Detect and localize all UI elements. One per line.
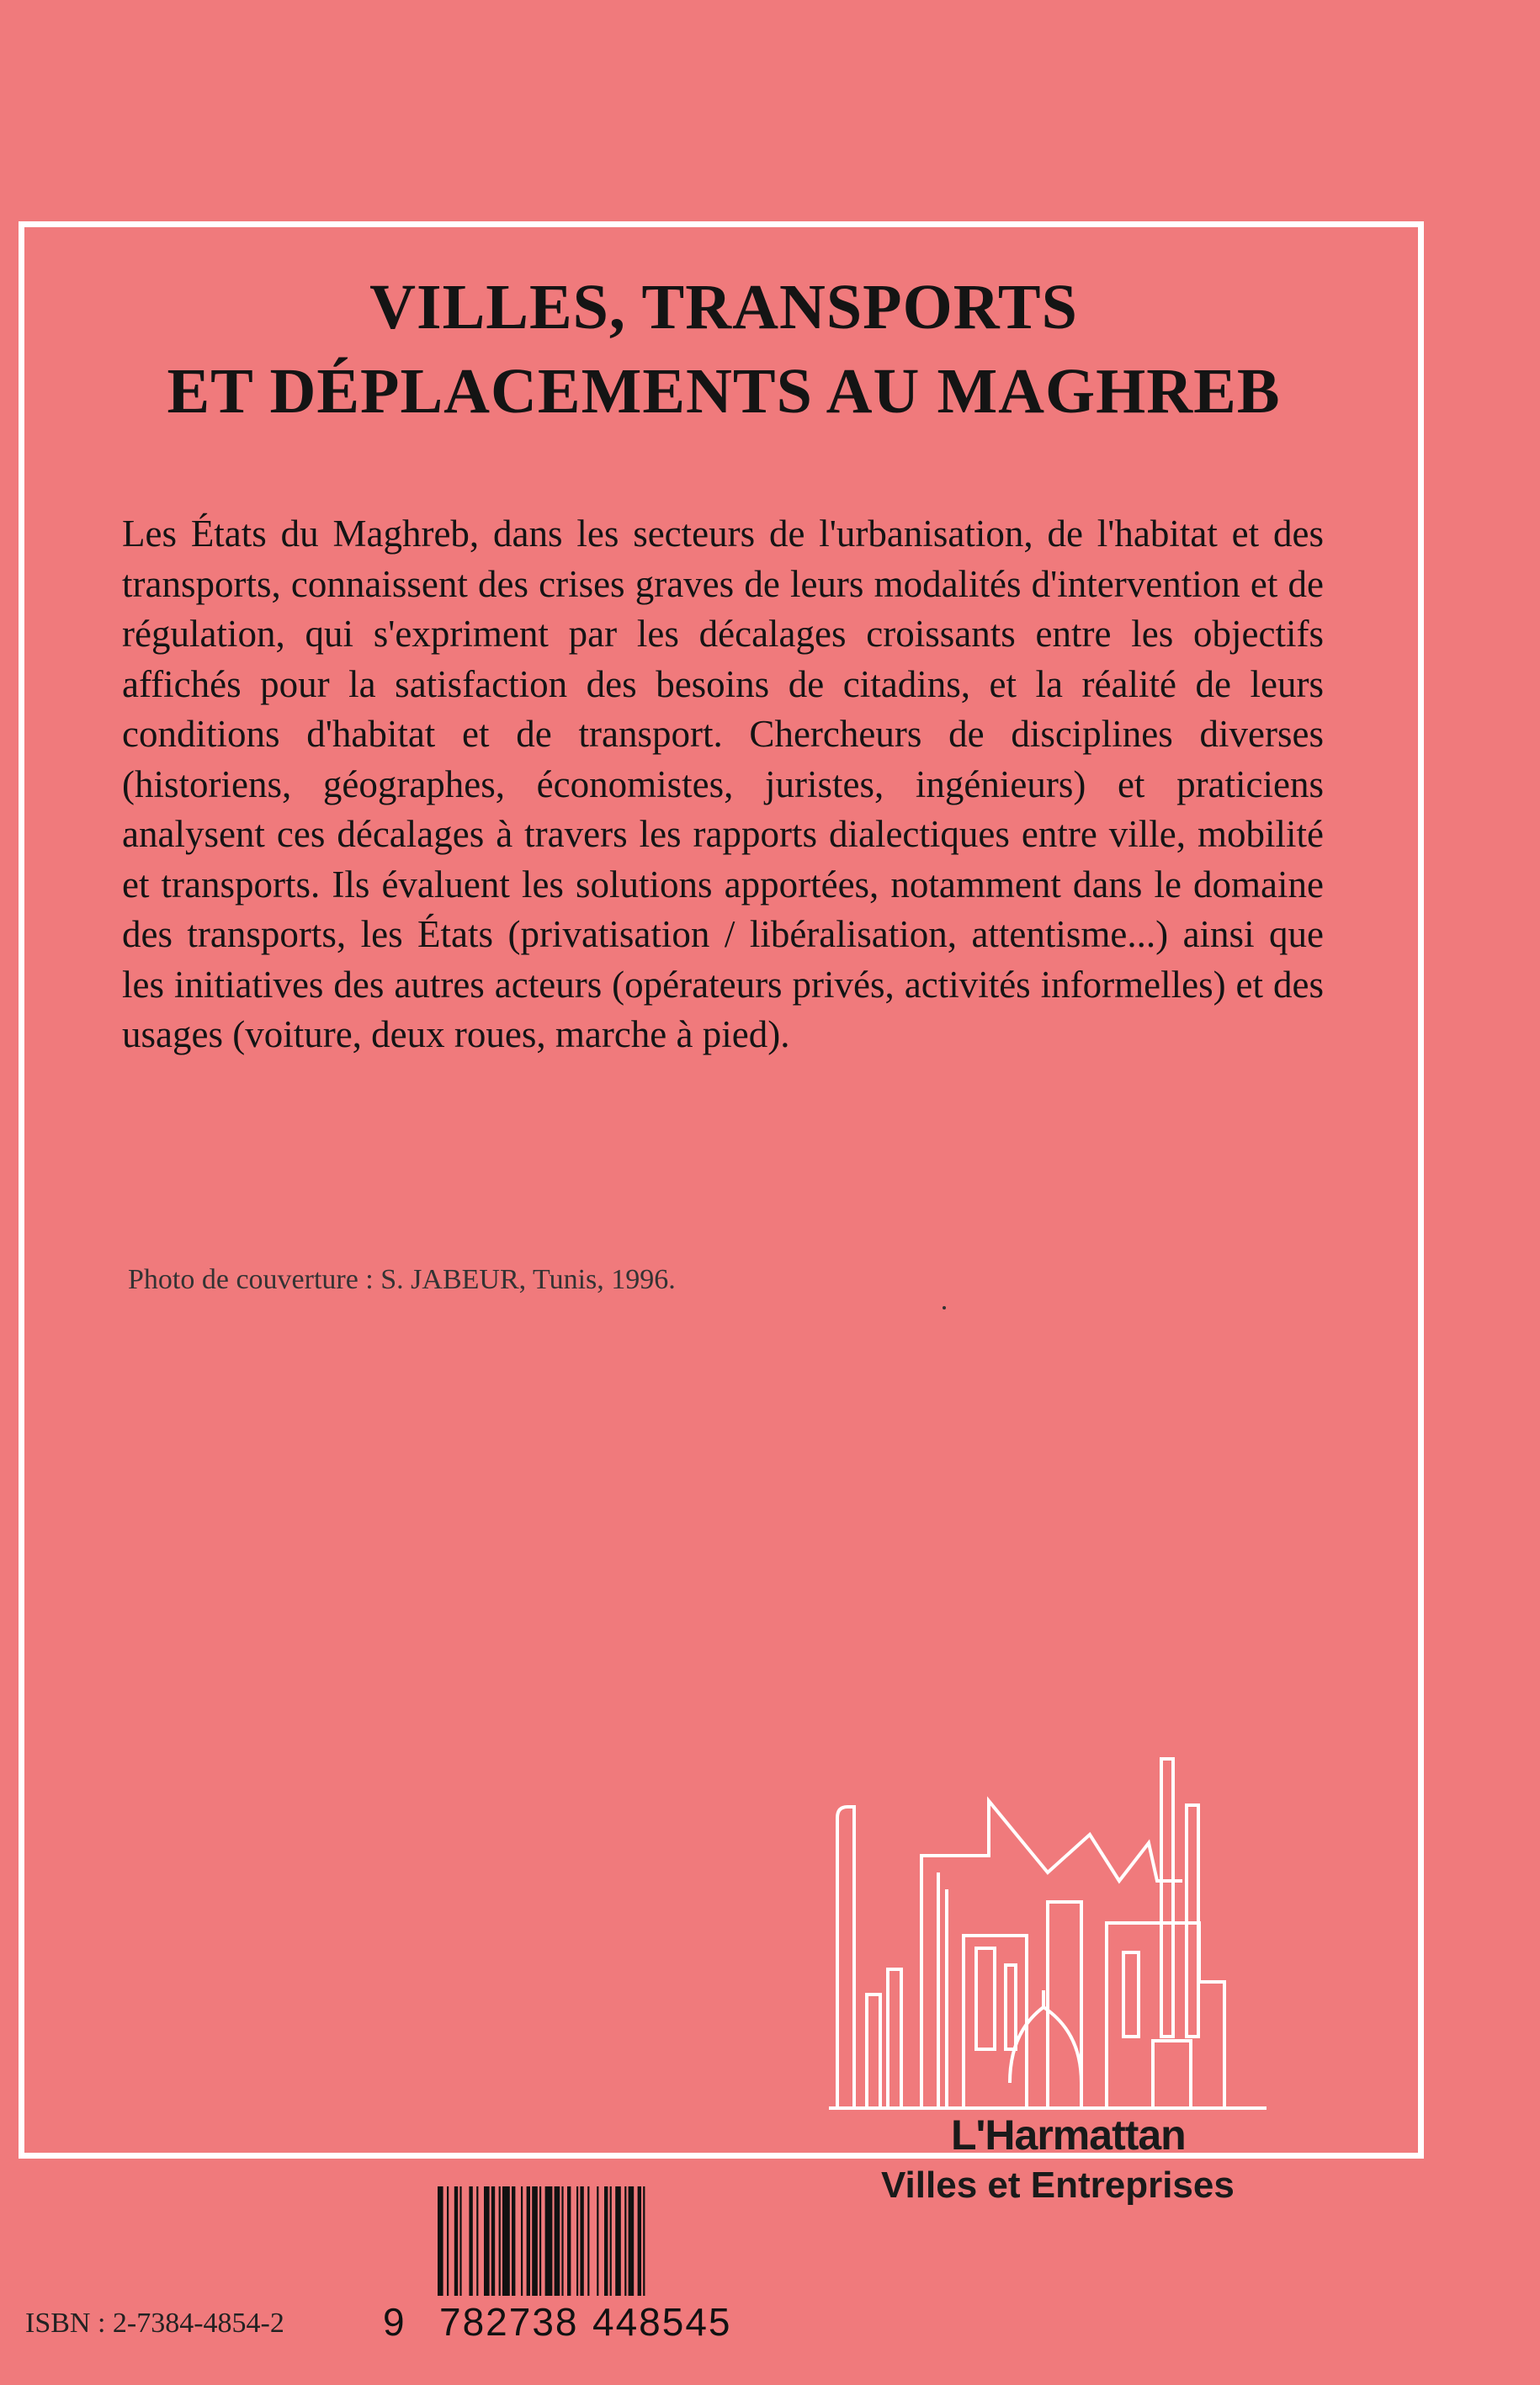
book-title-line-2: ET DÉPLACEMENTS AU MAGHREB [167, 356, 1281, 427]
book-title-line-1: VILLES, TRANSPORTS [369, 272, 1078, 343]
barcode-right-digits: 448545 [592, 2300, 732, 2344]
barcode-first-digit: 9 [383, 2300, 406, 2344]
stray-dot [943, 1306, 946, 1309]
book-title [0, 265, 1447, 433]
photo-credit: Photo de couverture : S. JABEUR, Tunis, 1996. [128, 1264, 676, 1295]
isbn-number: ISBN : 2-7384-4854-2 [25, 2308, 284, 2339]
barcode-left-digits: 782738 [439, 2300, 579, 2344]
book-description: Les États du Maghreb, dans les secteurs de l'urbanisation, de l'habitat et des transports, connaissent des crises graves de leurs modalités d'intervention et de régulation, qui s'expriment par les décalages croissants entre les objectifs affichés pour la satisfaction des besoins de citadins, et la réalité de leurs conditions d'habitat et de transport. Chercheurs de disciplines diverses (historiens, géographes, économistes, juristes, ingénieurs) et praticiens analysent ces décalages à travers les rapports dialectiques entre ville, mobilité et transports. Ils évaluent les solutions apportées, notamment dans le domaine des transports, les États (privatisation / libéralisation, attentisme...) ainsi que les initiatives des autres acteurs (opérateurs privés, activités informelles) et des usages (voiture, deux roues, marche à pied). [122, 513, 1324, 1055]
publisher-name: L'Harmattan [951, 2111, 1186, 2159]
ean-13-barcode-icon [438, 2186, 762, 2304]
collection-name: Villes et Entreprises [881, 2165, 1235, 2206]
